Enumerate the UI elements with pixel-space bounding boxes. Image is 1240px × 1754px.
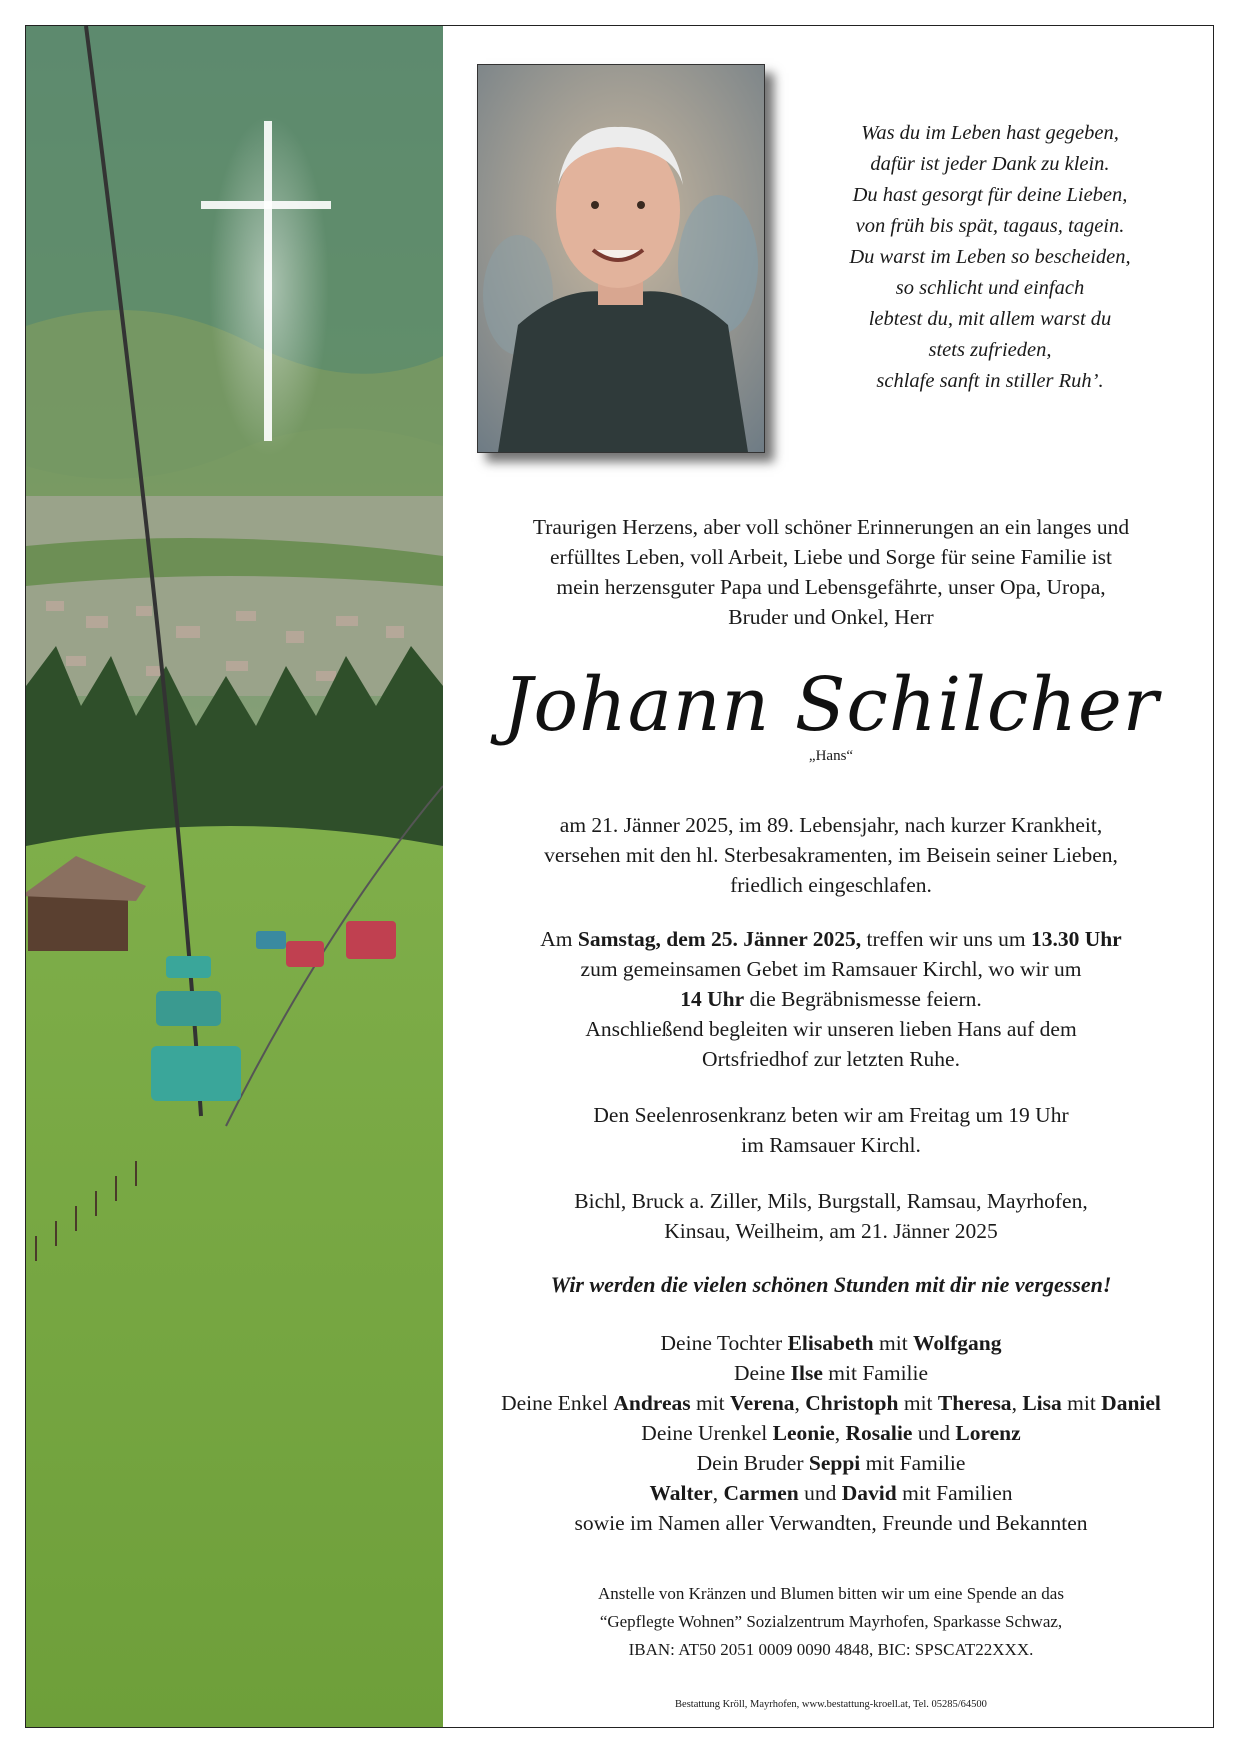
portrait-photo: [477, 64, 765, 453]
funeral-home-footer: Bestattung Kröll, Mayrhofen, www.bestattung-kroell.at, Tel. 05285/64500: [675, 1699, 987, 1710]
intro-text: [455, 512, 1207, 632]
donation-line: “Gepflegte Wohnen” Sozialzentrum Mayrhofen, Sparkasse Schwaz,: [599, 1612, 1063, 1631]
poem-line: Du hast gesorgt für deine Lieben,: [852, 184, 1128, 206]
funeral-line: Ortsfriedhof zur letzten Ruhe.: [702, 1047, 960, 1071]
memorial-motto: Wir werden die vielen schönen Stunden mit dir nie vergessen!: [550, 1272, 1112, 1297]
mourners-list: [455, 1328, 1207, 1538]
funeral-line: zum gemeinsamen Gebet im Ramsauer Kirchl, wo wir um: [580, 957, 1082, 981]
poem-line: dafür ist jeder Dank zu klein.: [870, 153, 1110, 175]
family-line: Deine Enkel Andreas mit Verena, Christoph mit Theresa, Lisa mit Daniel: [501, 1391, 1161, 1415]
family-line: Walter, Carmen und David mit Familien: [649, 1481, 1013, 1505]
memorial-poem: [790, 118, 1190, 397]
poem-line: Was du im Leben hast gegeben,: [861, 122, 1119, 144]
family-line: Deine Urenkel Leonie, Rosalie und Lorenz: [641, 1421, 1021, 1445]
donation-request: [455, 1580, 1207, 1664]
mass-time: 14 Uhr: [680, 987, 745, 1011]
funeral-details: [455, 924, 1207, 1074]
death-line: versehen mit den hl. Sterbesakramenten, im Beisein seiner Lieben,: [544, 843, 1118, 867]
death-line: friedlich eingeschlafen.: [730, 873, 932, 897]
family-line: sowie im Namen aller Verwandten, Freunde und Bekannten: [574, 1511, 1088, 1535]
death-line: am 21. Jänner 2025, im 89. Lebensjahr, nach kurzer Krankheit,: [559, 813, 1103, 837]
family-line: Deine Tochter Elisabeth mit Wolfgang: [660, 1331, 1002, 1355]
poem-line: stets zufrieden,: [928, 339, 1052, 361]
poem-line: schlafe sanft in stiller Ruh’.: [876, 370, 1104, 392]
places-line: Bichl, Bruck a. Ziller, Mils, Burgstall, Ramsau, Mayrhofen,: [574, 1189, 1088, 1213]
chairlift-landscape-image: [26, 26, 443, 1727]
family-line: Deine Ilse mit Familie: [733, 1361, 929, 1385]
places-and-date: [455, 1186, 1207, 1246]
family-line: Dein Bruder Seppi mit Familie: [696, 1451, 966, 1475]
places-line: Kinsau, Weilheim, am 21. Jänner 2025: [664, 1219, 998, 1243]
funeral-date: Samstag, dem 25. Jänner 2025,: [577, 927, 862, 951]
rosary-notice: [455, 1100, 1207, 1160]
donation-line: IBAN: AT50 2051 0009 0090 4848, BIC: SPSCAT22XXX.: [628, 1640, 1034, 1659]
intro-line: Traurigen Herzens, aber voll schöner Erinnerungen an ein langes und: [532, 515, 1130, 539]
rosary-line: im Ramsauer Kirchl.: [741, 1133, 921, 1157]
poem-line: von früh bis spät, tagaus, tagein.: [855, 215, 1125, 237]
funeral-line: Anschließend begleiten wir unseren lieben Hans auf dem: [585, 1017, 1077, 1041]
gathering-time: 13.30 Uhr: [1030, 927, 1122, 951]
intro-line: erfülltes Leben, voll Arbeit, Liebe und Sorge für seine Familie ist: [549, 545, 1113, 569]
poem-line: Du warst im Leben so bescheiden,: [849, 246, 1131, 268]
funeral-line: Am Samstag, dem 25. Jänner 2025, treffen wir uns um 13.30 Uhr: [540, 927, 1122, 951]
poem-line: lebtest du, mit allem warst du: [868, 308, 1112, 330]
intro-line: Bruder und Onkel, Herr: [728, 605, 934, 629]
rosary-line: Den Seelenrosenkranz beten wir am Freitag um 19 Uhr: [593, 1103, 1069, 1127]
deceased-nickname: „Hans“: [808, 748, 854, 764]
donation-line: Anstelle von Kränzen und Blumen bitten wir um eine Spende an das: [598, 1584, 1064, 1603]
funeral-line: 14 Uhr die Begräbnismesse feiern.: [680, 987, 982, 1011]
death-notice: [455, 810, 1207, 900]
intro-line: mein herzensguter Papa und Lebensgefährte, unser Opa, Uropa,: [556, 575, 1106, 599]
poem-line: so schlicht und einfach: [895, 277, 1085, 299]
deceased-name: Johann Schilcher: [502, 662, 1160, 748]
